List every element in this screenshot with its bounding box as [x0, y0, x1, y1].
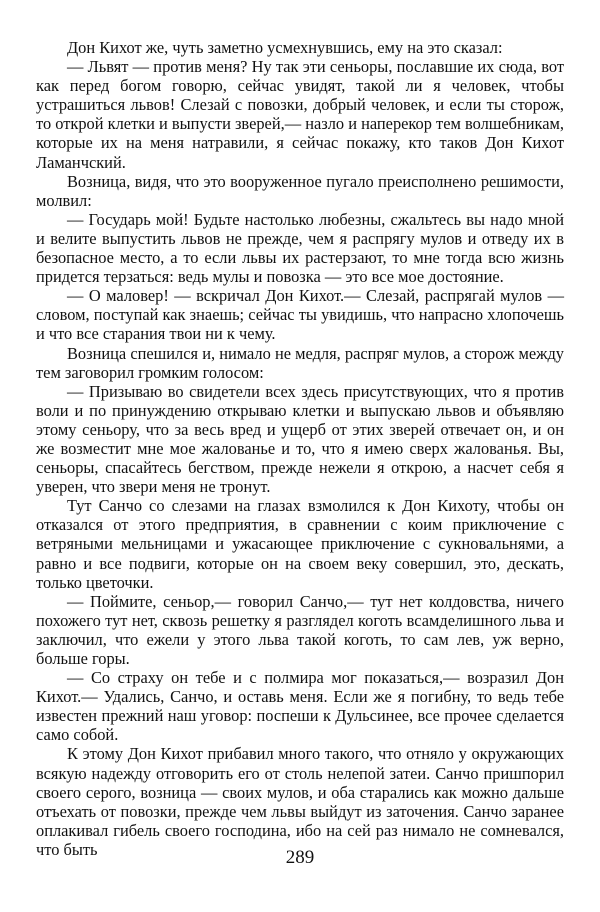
- paragraph-8: Тут Санчо со слезами на глазах взмолился к Дон Кихоту, чтобы он отказался от этого предприятия, в сравнении с коим приключение с ветряными мельницами и ужасающее приключение с сукновальнями, а равно и все подвиги, которые он на своем веку совершил, это, дескать, только цветочки.: [36, 496, 564, 592]
- page-body: [36, 38, 564, 859]
- paragraph-5: — О маловер! — вскричал Дон Кихот.— Слезай, распрягай мулов — словом, поступай как знаешь; сейчас ты увидишь, что напрасно хлопочешь и что все старания твои ни к чему.: [36, 286, 564, 344]
- paragraph-10: — Со страху он тебе и с полмира мог показаться,— возразил Дон Кихот.— Удались, Санчо, и оставь меня. Если же я погибну, то ведь тебе известен прежний наш уговор: поспеши к Дульсинее, все прочее сделается само собой.: [36, 668, 564, 745]
- paragraph-2: — Львят — против меня? Ну так эти сеньоры, пославшие их сюда, вот как перед богом говорю, сейчас увидят, такой ли я человек, чтобы устрашиться львов! Слезай с повозки, добрый человек, и если ты сторож, то открой клетки и выпусти зверей,— назло и наперекор тем волшебникам, которые их на меня натравили, я сейчас покажу, кто таков Дон Кихот Ламанчский.: [36, 57, 564, 172]
- paragraph-9: — Поймите, сеньор,— говорил Санчо,— тут нет колдовства, ничего похожего тут нет, сквозь решетку я разглядел коготь всамделишного льва и заключил, что ежели у этого льва такой коготь, то сам лев, уж верно, больше горы.: [36, 591, 564, 668]
- paragraph-1: Дон Кихот же, чуть заметно усмехнувшись, ему на это сказал:: [67, 38, 503, 57]
- paragraph-7: — Призываю во свидетели всех здесь присутствующих, что я против воли и по принуждению открываю клетки и выпускаю львов и объявляю этому сеньору, что за весь вред и ущерб от этих зверей отвечает он, и он же возместит мне мое жалованье и то, что я имею сверх жалованья. Вы, сеньоры, спасайтесь бегством, прежде нежели я открою, а насчет себя я уверен, что звери меня не тронут.: [36, 381, 564, 497]
- page-number: 289: [285, 847, 315, 868]
- paragraph-6: Возница спешился и, нимало не медля, распряг мулов, а сторож между тем заговорил громким голосом:: [36, 343, 564, 382]
- paragraph-3: Возница, видя, что это вооруженное пугало преисполнено решимости, молвил:: [36, 171, 564, 210]
- paragraph-11: К этому Дон Кихот прибавил много такого, что отняло у окружающих всякую надежду отговорить его от столь нелепой затеи. Санчо пришпорил своего серого, возница — своих мулов, и оба старались как можно дальше отъехать от повозки, прежде чем львы выйдут из заточения. Санчо заранее оплакивал гибель своего господина, ибо на сей раз нимало не сомневался, что быть: [36, 744, 564, 859]
- paragraph-4: — Государь мой! Будьте настолько любезны, сжальтесь вы надо мной и велите выпустить львов не прежде, чем я распрягу мулов и отведу их в безопасное место, а то если львы их растерзают, то мне тогда всю жизнь придется терзаться: ведь мулы и повозка — это все мое достояние.: [36, 209, 564, 287]
